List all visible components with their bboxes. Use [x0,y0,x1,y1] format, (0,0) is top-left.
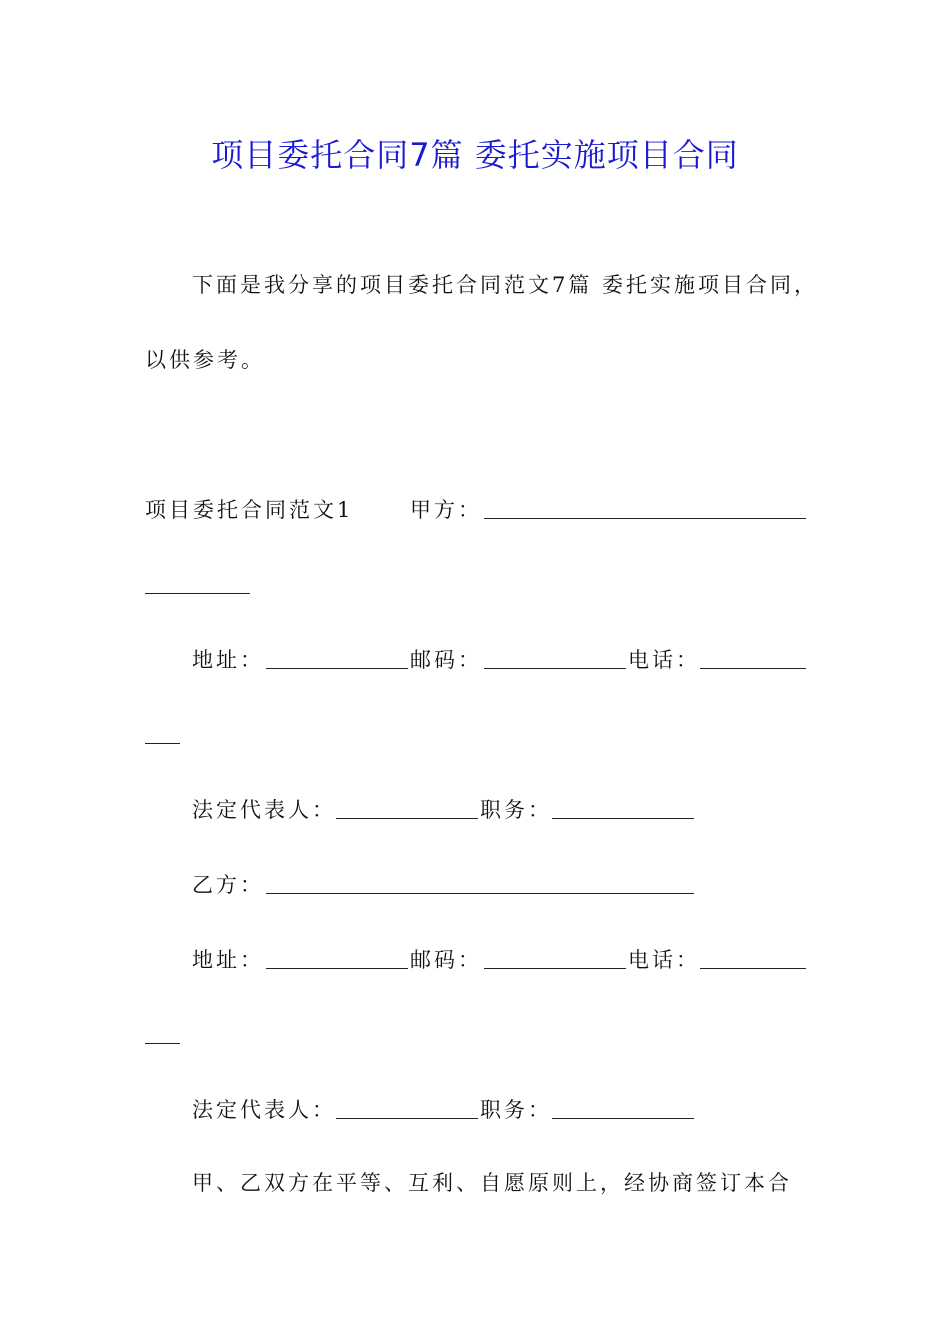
party-b-phone-blank-cont [145,1025,180,1044]
party-b-address-blank [266,950,408,969]
contract-clause: 甲、乙双方在平等、互利、自愿原则上，经协商签订本合 [192,1171,792,1195]
party-b-postcode-label: 邮码： [410,948,482,972]
party-a-address-label: 地址： [192,648,264,672]
party-b-position-label: 职务： [480,1098,552,1122]
party-b-postcode-blank [484,950,626,969]
party-b-phone-blank [700,950,806,969]
party-b-position-blank [552,1100,694,1119]
party-a-phone-blank-cont [145,725,180,744]
intro-line-1: 下面是我分享的项目委托合同范文7篇 委托实施项目合同， [192,273,819,297]
party-b-label: 乙方： [192,873,264,897]
party-b-blank [266,875,694,894]
party-b-phone-label: 电话： [628,948,700,972]
party-a-postcode-blank [484,650,626,669]
party-a-legal-rep-blank [336,800,478,819]
party-a-position-blank [552,800,694,819]
party-a-legal-rep-label: 法定代表人： [192,798,336,822]
party-a-blank [484,500,806,519]
party-a-blank-cont [145,575,250,594]
section-heading: 项目委托合同范文1 [145,498,354,522]
intro-line-2: 以供参考。 [145,348,265,372]
party-a-phone-blank [700,650,806,669]
party-b-address-label: 地址： [192,948,264,972]
document-title: 项目委托合同7篇 委托实施项目合同 [211,136,739,174]
party-b-legal-rep-blank [336,1100,478,1119]
section-heading-row [145,495,353,525]
party-a-row [410,495,482,525]
party-b-legal-rep-label: 法定代表人： [192,1098,336,1122]
party-a-position-label: 职务： [480,798,552,822]
party-a-postcode-label: 邮码： [410,648,482,672]
party-a-phone-label: 电话： [628,648,700,672]
party-a-address-blank [266,650,408,669]
party-a-label: 甲方： [410,498,482,522]
